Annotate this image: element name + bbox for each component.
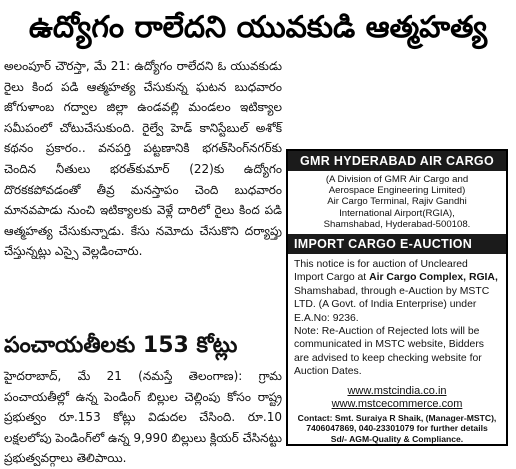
ad-address-line: Aerospace Engineering Limited) xyxy=(328,185,466,197)
ad-notice xyxy=(294,258,500,325)
ad-address xyxy=(288,171,506,234)
article-1-headline: ఉద్యోగం రాలేదని యువకుడి ఆత్మహత్య xyxy=(28,10,488,45)
ad-notice-text-2: Shamshabad, through e-Auction by MSTC LTD. (A Govt. of India Enterprise) under E.A.No: 9236. xyxy=(294,285,490,324)
ad-notice-text: This notice is for auction of Uncleared Import Cargo at xyxy=(294,259,468,284)
ad-address-line: Air Cargo Terminal, Rajiv Gandhi xyxy=(327,196,467,208)
ad-address-line: (A Division of GMR Air Cargo and xyxy=(325,174,469,185)
ad-notice-location: Air Cargo Complex, RGIA, xyxy=(369,272,498,284)
article-1-body: అలంపూర్ చౌరస్తా, మే 21: ఉద్యోగం రాలేదని ఓ యువకుడు రైలు కింద పడి ఆత్మహత్య చేసుకున్న ఘటన బుధవారం జోగుళాంబ గద్వాల జిల్లా ఉండవల్లి మండలం ఇటిక్యాల సమీపంలో చోటుచేసుకుంది. రైల్వే హెడ్ కానిస్టేబుల్ అశోక్ కథనం ప్రకారం.. వనపర్తి పట్టణానికి భగత్‌సింగ్‌నగర్‌కు చెందిన నీతులు భరత్‌కుమార్ (22)కు ఉద్యోగం దొరకకపోవడంతో తీవ్ర మనస్తాపం చెంది బుధవారం మానవపాడు నుంచి ఇటిక్యాలకు వెళ్లే దారిలో రైలు కింద పడి ఆత్మహత్య చేసుకున్నాడు. కేసు నమోదు చేసుకొని దర్యాప్తు చేస్తున్నట్లు ఎస్సై వెల్లడించారు. xyxy=(4,59,282,259)
ad-company-header: GMR HYDERABAD AIR CARGO xyxy=(288,151,506,171)
ad-note: Note: Re-Auction of Rejected lots will be communicated in MSTC website, Bidders are advised to keep checking website for Auction Dates. xyxy=(294,326,484,378)
article-2-headline: పంచాయతీలకు 153 కోట్లు xyxy=(4,333,238,358)
article-2 xyxy=(4,366,282,466)
article-1 xyxy=(4,56,282,324)
article-2-body: హైదరాబాద్, మే 21 (నమస్తే తెలంగాణ): గ్రామ పంచాయతీల్లో ఉన్న పెండింగ్ బిల్లుల చెల్లింపు కోసం రాష్ట్ర ప్రభుత్వం రూ.153 కోట్లు విడుదల చేసింది. రూ.10 లక్షలలోపు పెండింగ్‌లో ఉన్న 9,990 బిల్లులు క్లియర్ చేసినట్టు ప్రభుత్వవర్గాలు తెలిపాయి. xyxy=(4,369,282,466)
ad-address-line: Shamshabad, Hyderabad-500108. xyxy=(323,218,471,230)
mstcecommerce-link[interactable]: www.mstcecommerce.com xyxy=(331,397,463,410)
mstcindia-link[interactable]: www.mstcindia.co.in xyxy=(347,384,447,397)
ad-contact-line: Contact: Smt. Suraiya R Shaik, (Manager-MSTC), xyxy=(297,412,497,423)
ad-signature: Sd/- AGM-Quality & Compliance. xyxy=(330,433,464,444)
auction-advertisement xyxy=(286,149,508,446)
ad-auction-title: IMPORT CARGO E-AUCTION xyxy=(288,234,506,254)
ad-links xyxy=(288,385,506,411)
ad-address-line: International Airport(RGIA), xyxy=(339,207,455,219)
ad-contact xyxy=(288,413,506,445)
ad-body xyxy=(288,254,506,379)
ad-contact-line: 7406047869, 040-23301079 for further details xyxy=(306,423,488,434)
